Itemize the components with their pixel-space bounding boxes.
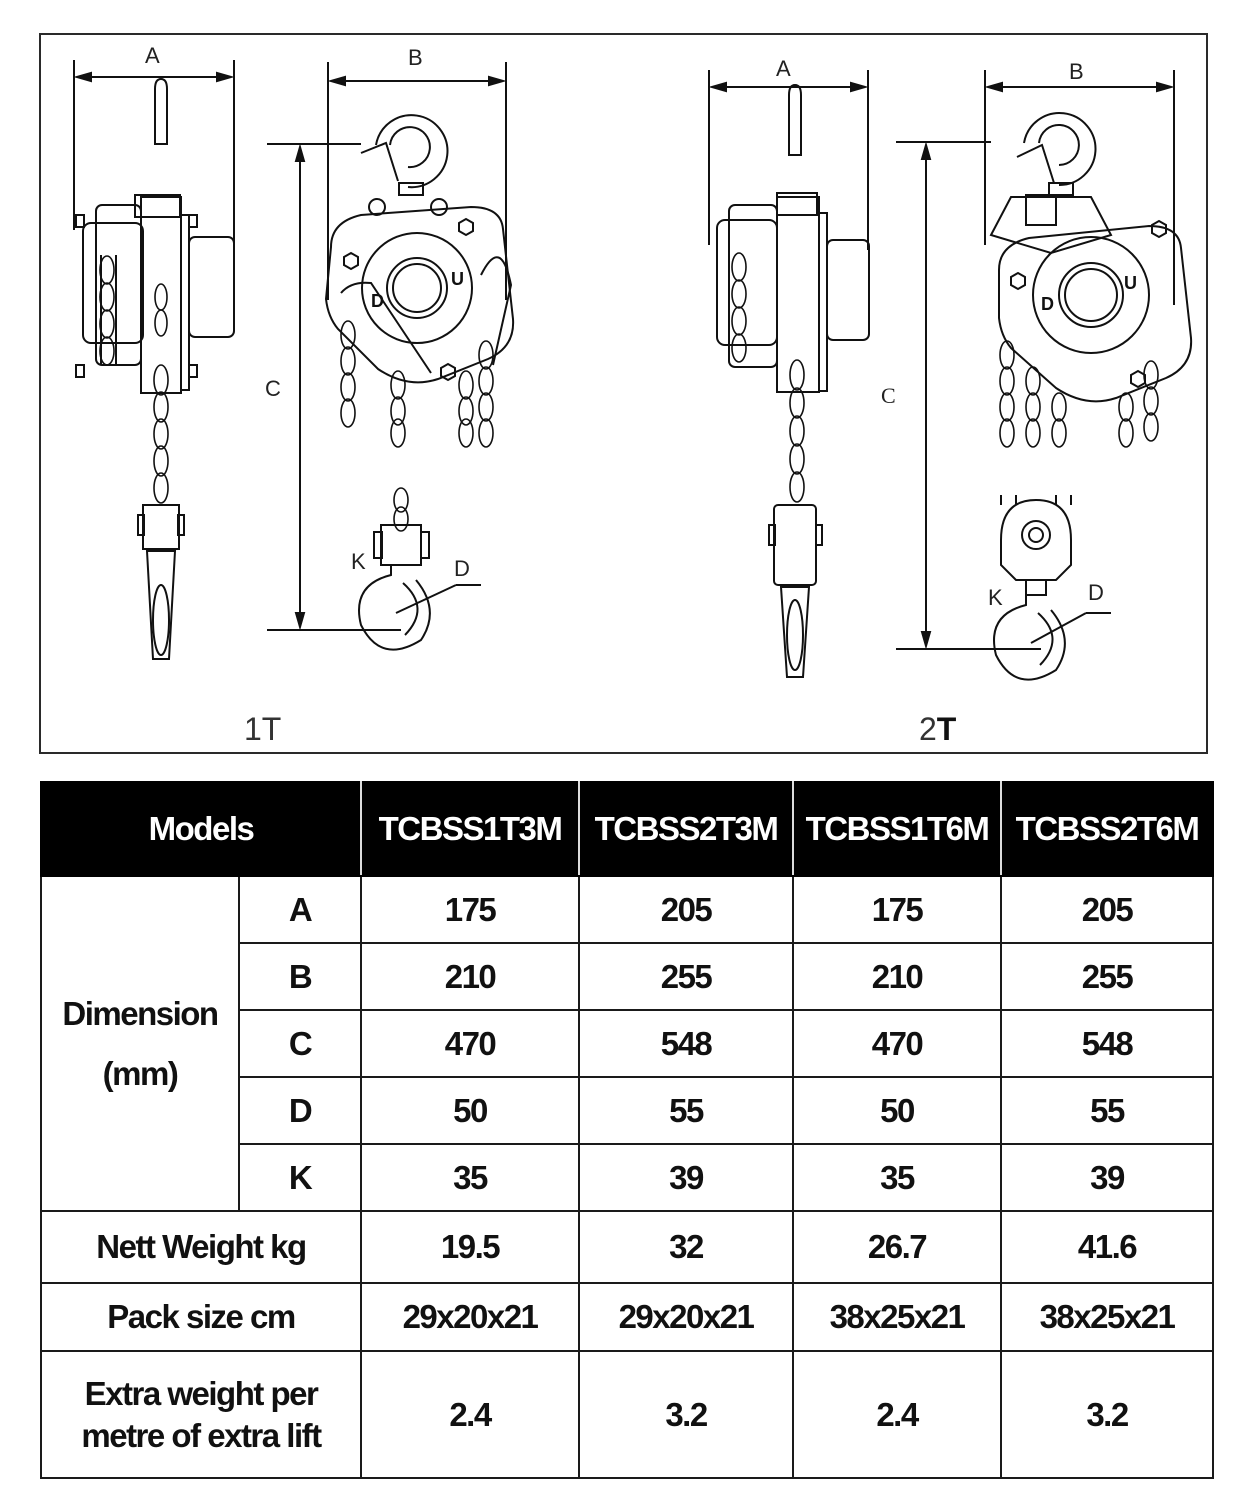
dimension-b-label: B	[408, 45, 423, 70]
dimension-key: K	[239, 1144, 361, 1211]
table-cell: 255	[1001, 943, 1213, 1010]
svg-text:U: U	[451, 269, 464, 289]
table-cell: 205	[579, 876, 793, 943]
dimension-c-label: C	[265, 376, 281, 401]
table-cell: 3.2	[1001, 1351, 1213, 1478]
table-cell: 35	[793, 1144, 1001, 1211]
table-cell: 39	[579, 1144, 793, 1211]
table-cell: 255	[579, 943, 793, 1010]
table-cell: 2.4	[793, 1351, 1001, 1478]
table-cell: 55	[579, 1077, 793, 1144]
table-cell: 41.6	[1001, 1211, 1213, 1283]
dimension-key: B	[239, 943, 361, 1010]
chain-hoist-drawing-icon	[41, 35, 1210, 756]
dimension-c-label-2t: C	[881, 383, 896, 408]
table-header-row	[41, 782, 1213, 876]
dimension-key: A	[239, 876, 361, 943]
dimension-a-label-2t: A	[776, 56, 791, 81]
nett-weight-label: Nett Weight kg	[41, 1211, 361, 1283]
table-cell: 205	[1001, 876, 1213, 943]
dimension-group-label	[41, 876, 239, 1211]
dimension-k-label-2t: K	[988, 585, 1003, 610]
table-cell: 35	[361, 1144, 579, 1211]
table-cell: 2.4	[361, 1351, 579, 1478]
dimension-key: D	[239, 1077, 361, 1144]
table-cell: 175	[361, 876, 579, 943]
table-cell: 548	[579, 1010, 793, 1077]
svg-text:D: D	[371, 291, 384, 311]
pack-size-label: Pack size cm	[41, 1283, 361, 1351]
table-cell: 32	[579, 1211, 793, 1283]
dimension-key: C	[239, 1010, 361, 1077]
spec-table	[40, 781, 1214, 1479]
table-cell: 19.5	[361, 1211, 579, 1283]
dimension-label: Dimension	[62, 994, 218, 1032]
table-cell: 175	[793, 876, 1001, 943]
extra-weight-label-line1: Extra weight per	[84, 1374, 318, 1412]
table-row	[41, 1283, 1213, 1351]
table-cell: 470	[793, 1010, 1001, 1077]
capacity-2t-label	[919, 713, 956, 745]
table-cell: 50	[361, 1077, 579, 1144]
table-row	[41, 876, 1213, 943]
table-cell: 548	[1001, 1010, 1213, 1077]
hoist-diagram-panel	[39, 33, 1208, 754]
table-cell: 210	[361, 943, 579, 1010]
dimension-d-label: D	[454, 556, 470, 581]
table-cell: 29x20x21	[579, 1283, 793, 1351]
dimension-unit-label: (mm)	[102, 1054, 178, 1092]
table-cell: 39	[1001, 1144, 1213, 1211]
table-cell: 210	[793, 943, 1001, 1010]
table-cell: 26.7	[793, 1211, 1001, 1283]
table-row	[41, 1351, 1213, 1478]
table-cell: 470	[361, 1010, 579, 1077]
model-header: TCBSS1T3M	[361, 782, 579, 876]
table-cell: 55	[1001, 1077, 1213, 1144]
capacity-2t-number: 2	[919, 711, 937, 747]
extra-weight-label-line2: metre of extra lift	[81, 1416, 321, 1454]
table-row	[41, 1211, 1213, 1283]
dimension-d-label-2t: D	[1088, 580, 1104, 605]
model-header: TCBSS1T6M	[793, 782, 1001, 876]
table-cell: 29x20x21	[361, 1283, 579, 1351]
capacity-1t-label: 1T	[244, 711, 282, 747]
svg-text:U: U	[1124, 273, 1137, 293]
table-cell: 3.2	[579, 1351, 793, 1478]
extra-weight-label	[41, 1351, 361, 1478]
capacity-2t-unit: T	[936, 711, 957, 747]
table-cell: 50	[793, 1077, 1001, 1144]
models-header: Models	[41, 782, 361, 876]
svg-text:D: D	[1041, 294, 1054, 314]
table-cell: 38x25x21	[1001, 1283, 1213, 1351]
table-cell: 38x25x21	[793, 1283, 1001, 1351]
model-header: TCBSS2T3M	[579, 782, 793, 876]
dimension-b-label-2t: B	[1069, 59, 1084, 84]
dimension-a-label: A	[145, 43, 160, 68]
model-header: TCBSS2T6M	[1001, 782, 1213, 876]
dimension-k-label: K	[351, 549, 366, 574]
